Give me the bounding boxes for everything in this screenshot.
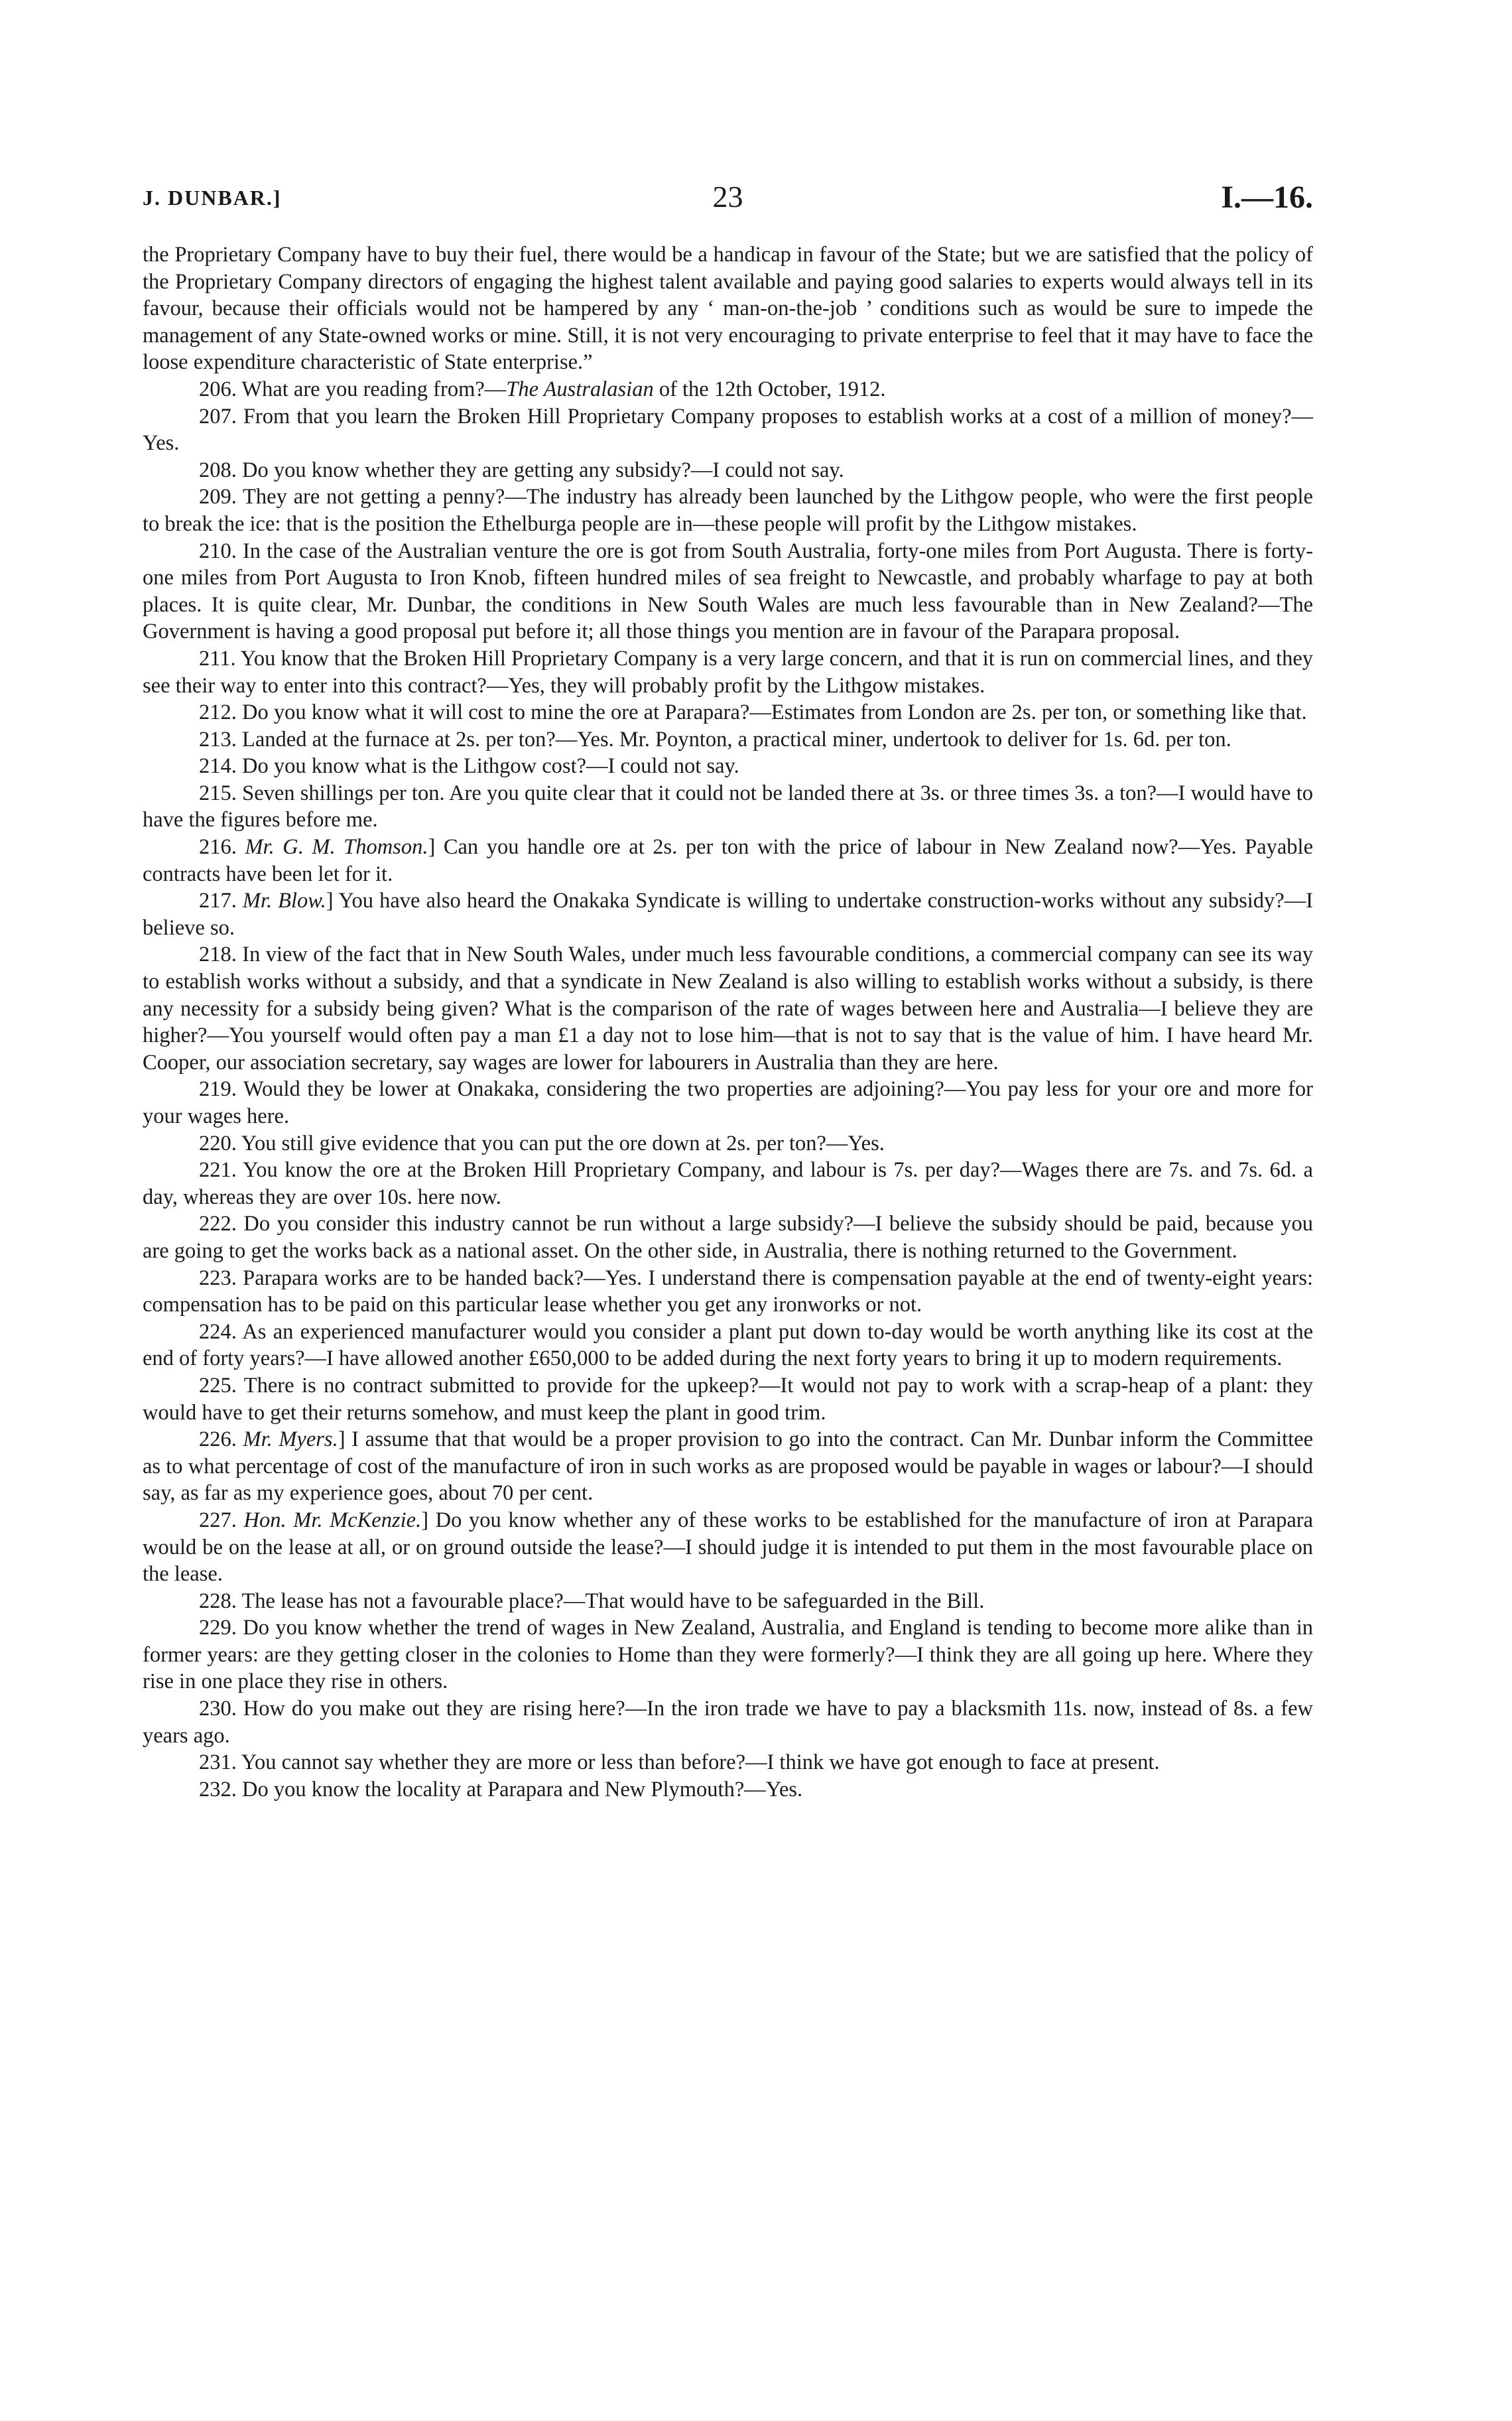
page-number: 23 [712,180,743,214]
question-219: 219. Would they be lower at Onakaka, considering the two properties are adjoining?—You pay less for your ore and more for your wages here. [143,1077,1313,1128]
question-218: 218. In view of the fact that in New South Wales, under much less favourable conditions, a commercial company can see its way to establish works without a subsidy, and that a syndicate in New Zealand is also willing to establish works without a subsidy, is there any necessity for a subsidy being given? What is the comparison of the rate of wages between here and Australia—I believe they are higher?—You yourself would often pay a man £1 a day not to lose him—that is not to say that is the value of him. I have heard Mr. Cooper, our association secretary, say wages are lower for labourers in Australia than they are here. [143,943,1313,1075]
question-211: 211. You know that the Broken Hill Proprietary Company is a very large concern, and that it is run on commercial lines, and they see their way to enter into this contract?—Yes, they will probably profit by the Lithgow mistakes. [143,646,1313,698]
question-228: 228. The lease has not a favourable place?—That would have to be safeguarded in the Bill. [199,1589,985,1613]
question-209: 209. They are not getting a penny?—The industry has already been launched by the Lithgow people, who were the first people to break the ice: that is the position the Ethelburga people are in—these people will profit by the Lithgow mistakes. [143,485,1313,536]
witness-name: J. DUNBAR.] [143,186,282,210]
question-213: 213. Landed at the furnace at 2s. per ton?—Yes. Mr. Poynton, a practical miner, undertook to deliver for 1s. 6d. per ton. [199,727,1231,752]
evidence-text [143,241,1313,1803]
question-225: 225. There is no contract submitted to provide for the upkeep?—It would not pay to work with a scrap-heap of a plant: they would have to get their returns somehow, and must keep the plant in good trim. [143,1373,1313,1425]
paper-reference: I.—16. [1221,180,1313,215]
question-227: 227. Hon. Mr. McKenzie.] Do you know whether any of these works to be established for the manufacture of iron at Parapara would be on the lease at all, or on ground outside the lease?—I should judge it is intended to put them in the most favourable place on the lease. [143,1508,1314,1587]
question-215: 215. Seven shillings per ton. Are you quite clear that it could not be landed there at 3s. or three times 3s. a ton?—I would have to have the figures before me. [143,781,1313,832]
question-208: 208. Do you know whether they are getting any subsidy?—I could not say. [199,458,844,482]
question-232: 232. Do you know the locality at Parapara and New Plymouth?—Yes. [199,1777,803,1801]
question-216: 216. Mr. G. M. Thomson.] Can you handle ore at 2s. per ton with the price of labour in New Zealand now?—Yes. Payable contracts have been let for it. [143,835,1313,886]
question-210: 210. In the case of the Australian venture the ore is got from South Australia, forty-one miles from Port Augusta. There is forty-one miles from Port Augusta to Iron Knob, fifteen hundred miles of sea freight to Newcastle, and probably wharfage to pay at both places. It is quite clear, Mr. Dunbar, the conditions in New South Wales are much less favourable than in New Zealand?—The Government is having a good proposal put before it; all those things you mention are in favour of the Parapara proposal. [143,539,1313,644]
question-220: 220. You still give evidence that you can put the ore down at 2s. per ton?—Yes. [199,1131,885,1155]
question-230: 230. How do you make out they are rising here?—In the iron trade we have to pay a blacksmith 11s. now, instead of 8s. a few years ago. [143,1697,1313,1748]
question-226: 226. Mr. Myers.] I assume that that would be a proper provision to go into the contract. Can Mr. Dunbar inform the Committee as to what percentage of cost of the manufacture of iron in such works as are proposed would be payable in wages or labour?—I should say, as far as my experience goes, about 70 per cent. [143,1427,1313,1506]
question-214: 214. Do you know what is the Lithgow cost?—I could not say. [199,754,739,779]
question-224: 224. As an experienced manufacturer would you consider a plant put down to-day would be worth anything like its cost at the end of forty years?—I have allowed another £650,000 to be added during the next forty years to bring it up to modern requirements. [143,1319,1313,1371]
page-header [143,179,1313,219]
question-222: 222. Do you consider this industry cannot be run without a large subsidy?—I believe the subsidy should be paid, because you are going to get the works back as a national asset. On the other side, in Australia, there is nothing returned to the Government. [143,1212,1313,1263]
question-223: 223. Parapara works are to be handed back?—Yes. I understand there is compensation payable at the end of twenty-eight years: compensation has to be paid on this particular lease whether you get any ironworks or not. [143,1266,1313,1317]
question-206: 206. What are you reading from?—The Australasian of the 12th October, 1912. [199,377,886,401]
question-217: 217. Mr. Blow.] You have also heard the Onakaka Syndicate is willing to undertake construction-works without any subsidy?—I believe so. [143,889,1314,940]
question-231: 231. You cannot say whether they are more or less than before?—I think we have got enough to face at present. [199,1750,1160,1775]
question-212: 212. Do you know what it will cost to mine the ore at Parapara?—Estimates from London are 2s. per ton, or something like that. [199,700,1307,725]
question-221: 221. You know the ore at the Broken Hill Proprietary Company, and labour is 7s. per day?—Wages there are 7s. and 7s. 6d. a day, whereas they are over 10s. here now. [143,1158,1313,1209]
paragraph-continuation: the Proprietary Company have to buy their fuel, there would be a handicap in favour of the State; but we are satisfied that the policy of the Proprietary Company directors of engaging the highest talent available and paying good salaries to experts would always tell in its favour, because their officials would not be hampered by any ‘ man-on-the-job ’ conditions such as would be sure to impede the management of any State-owned works or mine. Still, it is not very encouraging to private enterprise to feel that it may have to face the loose expenditure characteristic of State enterprise.” [143,243,1313,375]
question-229: 229. Do you know whether the trend of wages in New Zealand, Australia, and England is tending to become more alike than in former years: are they getting closer in the colonies to Home than they were formerly?—I think they are all going up here. Where they rise in one place they rise in others. [143,1616,1313,1694]
question-207: 207. From that you learn the Broken Hill Proprietary Company proposes to establish works at a cost of a million of money?—Yes. [143,404,1313,456]
